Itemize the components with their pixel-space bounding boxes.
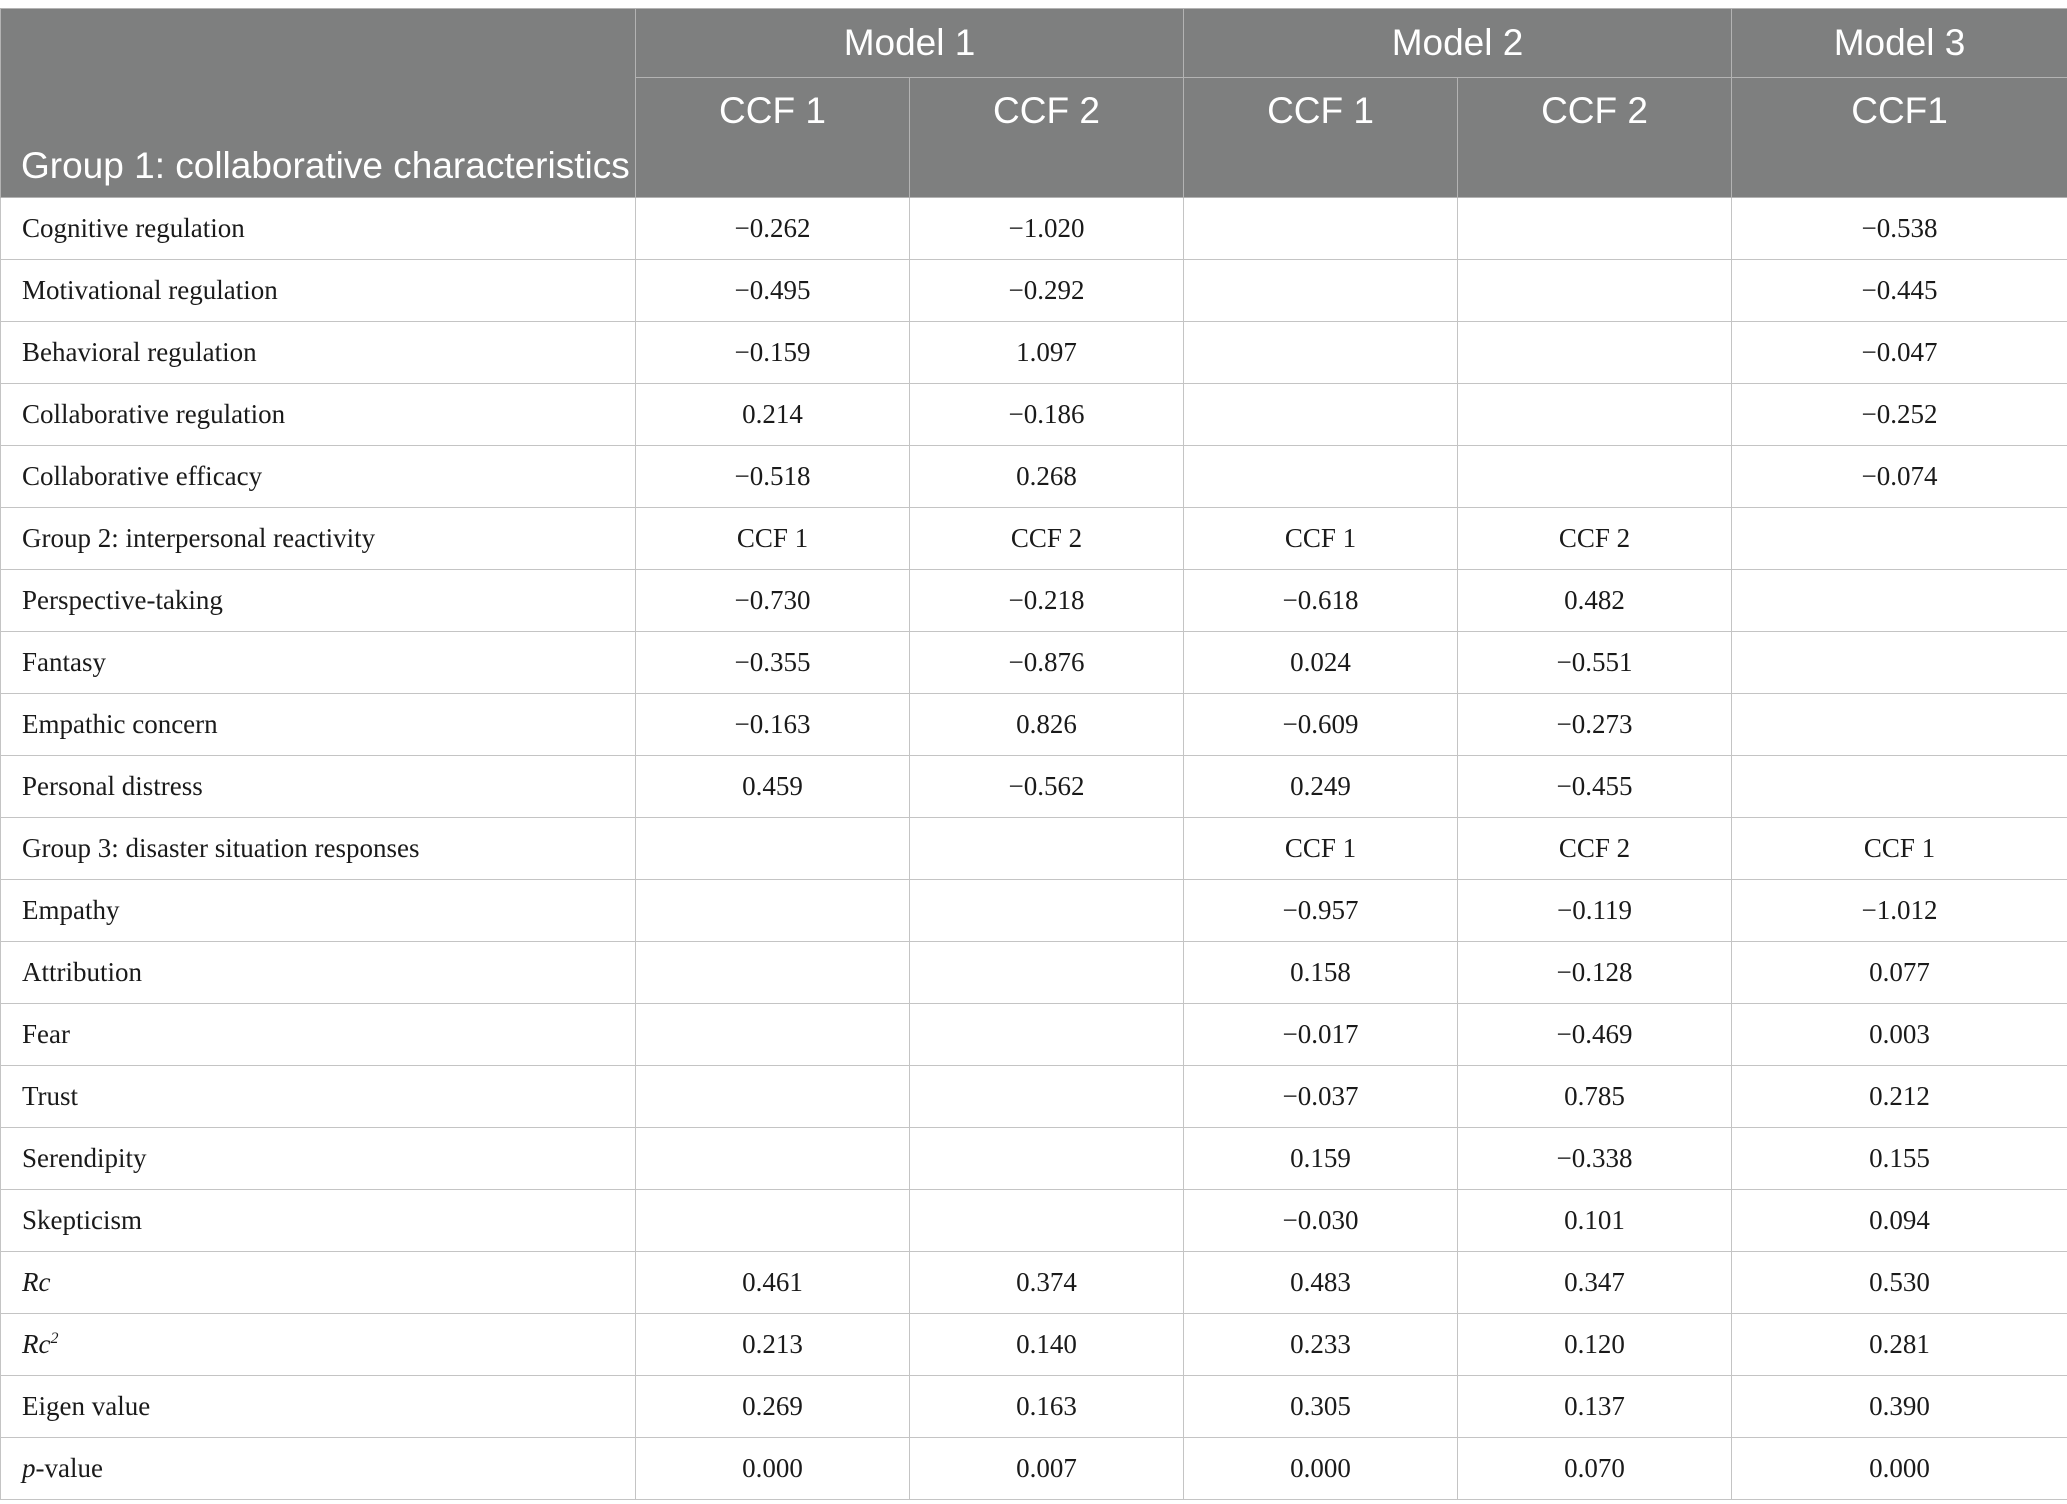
row-label xyxy=(1,260,636,322)
row-label-text: p xyxy=(22,1453,36,1483)
table-cell: −0.538 xyxy=(1732,198,2067,260)
row-label xyxy=(1,818,636,880)
table-cell: 0.826 xyxy=(910,694,1184,756)
row-label xyxy=(1,756,636,818)
table-cell: −0.262 xyxy=(636,198,910,260)
table-cell: −1.012 xyxy=(1732,880,2067,942)
table-cell: −0.338 xyxy=(1458,1128,1732,1190)
table-cell: 0.140 xyxy=(910,1314,1184,1376)
subcol-header: CCF 1 xyxy=(1184,78,1458,198)
table-cell xyxy=(1458,260,1732,322)
table-cell: −0.562 xyxy=(910,756,1184,818)
table-cell: −0.618 xyxy=(1184,570,1458,632)
table-cell: 0.000 xyxy=(636,1438,910,1500)
row-label-text: Attribution xyxy=(22,957,142,987)
table-row xyxy=(1,1066,2067,1128)
table-cell: −0.037 xyxy=(1184,1066,1458,1128)
table-cell xyxy=(910,1190,1184,1252)
table-cell: 0.249 xyxy=(1184,756,1458,818)
table-cell: −0.273 xyxy=(1458,694,1732,756)
table-cell xyxy=(1732,508,2067,570)
table-cell: −0.030 xyxy=(1184,1190,1458,1252)
subcol-header: CCF 1 xyxy=(636,78,910,198)
table-cell: 0.158 xyxy=(1184,942,1458,1004)
table-row xyxy=(1,942,2067,1004)
row-label-text: Rc xyxy=(22,1267,51,1297)
table-cell: 0.281 xyxy=(1732,1314,2067,1376)
table-row xyxy=(1,880,2067,942)
table-cell xyxy=(1458,322,1732,384)
table-cell xyxy=(1184,446,1458,508)
table-cell: −0.455 xyxy=(1458,756,1732,818)
table-cell xyxy=(1184,384,1458,446)
row-label-superscript: 2 xyxy=(50,1330,59,1347)
table-cell xyxy=(1732,570,2067,632)
table-cell xyxy=(636,880,910,942)
table-cell: 0.070 xyxy=(1458,1438,1732,1500)
row-label xyxy=(1,570,636,632)
table-cell: −1.020 xyxy=(910,198,1184,260)
table-cell: −0.159 xyxy=(636,322,910,384)
table-cell: −0.876 xyxy=(910,632,1184,694)
row-label xyxy=(1,1314,636,1376)
group-1-header: Group 1: collaborative characteristics xyxy=(1,9,636,198)
table-cell xyxy=(910,818,1184,880)
table-cell: 0.000 xyxy=(1184,1438,1458,1500)
table-row xyxy=(1,1252,2067,1314)
table-cell: 0.000 xyxy=(1732,1438,2067,1500)
table-cell xyxy=(636,1066,910,1128)
table-cell: −0.017 xyxy=(1184,1004,1458,1066)
subcol-header: CCF1 xyxy=(1732,78,2067,198)
subcol-header: CCF 2 xyxy=(1458,78,1732,198)
table-cell: CCF 1 xyxy=(1732,818,2067,880)
table-cell: CCF 1 xyxy=(1184,508,1458,570)
table-cell: 0.305 xyxy=(1184,1376,1458,1438)
table-cell: −0.163 xyxy=(636,694,910,756)
table-cell xyxy=(636,1004,910,1066)
table-cell: 0.269 xyxy=(636,1376,910,1438)
table-row xyxy=(1,1128,2067,1190)
table-cell xyxy=(1732,694,2067,756)
table-row xyxy=(1,322,2067,384)
table-row xyxy=(1,1004,2067,1066)
row-label-text: Behavioral regulation xyxy=(22,337,257,367)
table-cell: 1.097 xyxy=(910,322,1184,384)
row-label-text: Trust xyxy=(22,1081,79,1111)
table-cell: 0.077 xyxy=(1732,942,2067,1004)
table-row xyxy=(1,508,2067,570)
table-cell: 0.785 xyxy=(1458,1066,1732,1128)
table-cell: 0.482 xyxy=(1458,570,1732,632)
table-cell xyxy=(636,818,910,880)
table-cell: 0.003 xyxy=(1732,1004,2067,1066)
row-label-text: Fantasy xyxy=(22,647,106,677)
table-cell xyxy=(636,1190,910,1252)
table-cell xyxy=(1458,446,1732,508)
row-label-text: Skepticism xyxy=(22,1205,142,1235)
row-label-text: Cognitive regulation xyxy=(22,213,245,243)
table-row xyxy=(1,1190,2067,1252)
table-cell: −0.218 xyxy=(910,570,1184,632)
table-cell: 0.233 xyxy=(1184,1314,1458,1376)
results-table xyxy=(0,8,2067,1500)
row-label xyxy=(1,1004,636,1066)
row-label-text: Group 2: interpersonal reactivity xyxy=(22,523,376,553)
table-cell: −0.128 xyxy=(1458,942,1732,1004)
table-row xyxy=(1,1438,2067,1500)
table-row xyxy=(1,1314,2067,1376)
table-cell: −0.469 xyxy=(1458,1004,1732,1066)
model-2-header: Model 2 xyxy=(1184,9,1732,78)
row-label xyxy=(1,1066,636,1128)
table-cell: −0.355 xyxy=(636,632,910,694)
table-cell: 0.459 xyxy=(636,756,910,818)
table-cell xyxy=(910,942,1184,1004)
table-row xyxy=(1,818,2067,880)
row-label-text: Perspective-taking xyxy=(22,585,223,615)
table-cell xyxy=(1184,260,1458,322)
table-cell: −0.074 xyxy=(1732,446,2067,508)
row-label-text: Rc xyxy=(22,1329,51,1359)
table-cell: 0.024 xyxy=(1184,632,1458,694)
table-cell: 0.159 xyxy=(1184,1128,1458,1190)
table-cell: −0.551 xyxy=(1458,632,1732,694)
table-cell: 0.120 xyxy=(1458,1314,1732,1376)
row-label-text: Fear xyxy=(22,1019,70,1049)
table-cell xyxy=(910,1004,1184,1066)
table-cell: −0.047 xyxy=(1732,322,2067,384)
table-cell: 0.530 xyxy=(1732,1252,2067,1314)
row-label xyxy=(1,632,636,694)
table-cell: −0.957 xyxy=(1184,880,1458,942)
row-label xyxy=(1,1128,636,1190)
table-body xyxy=(1,198,2067,1500)
table-row xyxy=(1,198,2067,260)
row-label xyxy=(1,198,636,260)
table-row xyxy=(1,446,2067,508)
row-label xyxy=(1,880,636,942)
row-label-text: Personal distress xyxy=(22,771,203,801)
table-cell: 0.163 xyxy=(910,1376,1184,1438)
row-label-text: Collaborative efficacy xyxy=(22,461,263,491)
table-cell: 0.483 xyxy=(1184,1252,1458,1314)
table-cell: 0.213 xyxy=(636,1314,910,1376)
table-row xyxy=(1,632,2067,694)
table-cell: 0.101 xyxy=(1458,1190,1732,1252)
row-label xyxy=(1,942,636,1004)
row-label xyxy=(1,322,636,384)
table-row xyxy=(1,694,2067,756)
table-cell: −0.119 xyxy=(1458,880,1732,942)
table-row xyxy=(1,384,2067,446)
table-cell: 0.094 xyxy=(1732,1190,2067,1252)
row-label xyxy=(1,446,636,508)
table-cell xyxy=(636,942,910,1004)
table-cell: CCF 2 xyxy=(910,508,1184,570)
table-row xyxy=(1,756,2067,818)
model-3-header: Model 3 xyxy=(1732,9,2067,78)
table-cell xyxy=(1184,322,1458,384)
table-cell: 0.155 xyxy=(1732,1128,2067,1190)
row-label xyxy=(1,1190,636,1252)
table-cell: −0.518 xyxy=(636,446,910,508)
table-cell: CCF 2 xyxy=(1458,818,1732,880)
table-cell: 0.461 xyxy=(636,1252,910,1314)
table-cell: −0.292 xyxy=(910,260,1184,322)
table-cell: CCF 1 xyxy=(636,508,910,570)
table-cell xyxy=(1732,756,2067,818)
table-cell: −0.186 xyxy=(910,384,1184,446)
table-cell: CCF 1 xyxy=(1184,818,1458,880)
table-cell: CCF 2 xyxy=(1458,508,1732,570)
table-row xyxy=(1,1376,2067,1438)
table-cell: 0.214 xyxy=(636,384,910,446)
table-cell: −0.445 xyxy=(1732,260,2067,322)
row-label-text: Group 3: disaster situation responses xyxy=(22,833,420,863)
table-cell xyxy=(910,880,1184,942)
table-cell: 0.137 xyxy=(1458,1376,1732,1438)
row-label-text: Empathy xyxy=(22,895,120,925)
table-cell xyxy=(1184,198,1458,260)
row-label-text: Collaborative regulation xyxy=(22,399,286,429)
table-cell: −0.730 xyxy=(636,570,910,632)
row-label-text: Serendipity xyxy=(22,1143,147,1173)
table-cell: −0.252 xyxy=(1732,384,2067,446)
table-cell xyxy=(1732,632,2067,694)
table-cell: 0.212 xyxy=(1732,1066,2067,1128)
table-cell: 0.268 xyxy=(910,446,1184,508)
subcol-header: CCF 2 xyxy=(910,78,1184,198)
table-header xyxy=(1,9,2067,198)
row-label-text: Motivational regulation xyxy=(22,275,278,305)
table-cell xyxy=(910,1128,1184,1190)
model-1-header: Model 1 xyxy=(636,9,1184,78)
table-cell xyxy=(910,1066,1184,1128)
table-cell: 0.347 xyxy=(1458,1252,1732,1314)
row-label xyxy=(1,1252,636,1314)
row-label-text: Empathic concern xyxy=(22,709,218,739)
row-label-text: Eigen value xyxy=(22,1391,151,1421)
row-label xyxy=(1,694,636,756)
table-cell: 0.390 xyxy=(1732,1376,2067,1438)
row-label xyxy=(1,384,636,446)
table-cell: 0.007 xyxy=(910,1438,1184,1500)
row-label xyxy=(1,1438,636,1500)
row-label xyxy=(1,508,636,570)
table-cell: 0.374 xyxy=(910,1252,1184,1314)
row-label-suffix: -value xyxy=(35,1453,103,1483)
table-cell: −0.609 xyxy=(1184,694,1458,756)
table-cell xyxy=(1458,384,1732,446)
table-cell xyxy=(1458,198,1732,260)
row-label xyxy=(1,1376,636,1438)
table-cell: −0.495 xyxy=(636,260,910,322)
table-row xyxy=(1,570,2067,632)
table-row xyxy=(1,260,2067,322)
table-cell xyxy=(636,1128,910,1190)
